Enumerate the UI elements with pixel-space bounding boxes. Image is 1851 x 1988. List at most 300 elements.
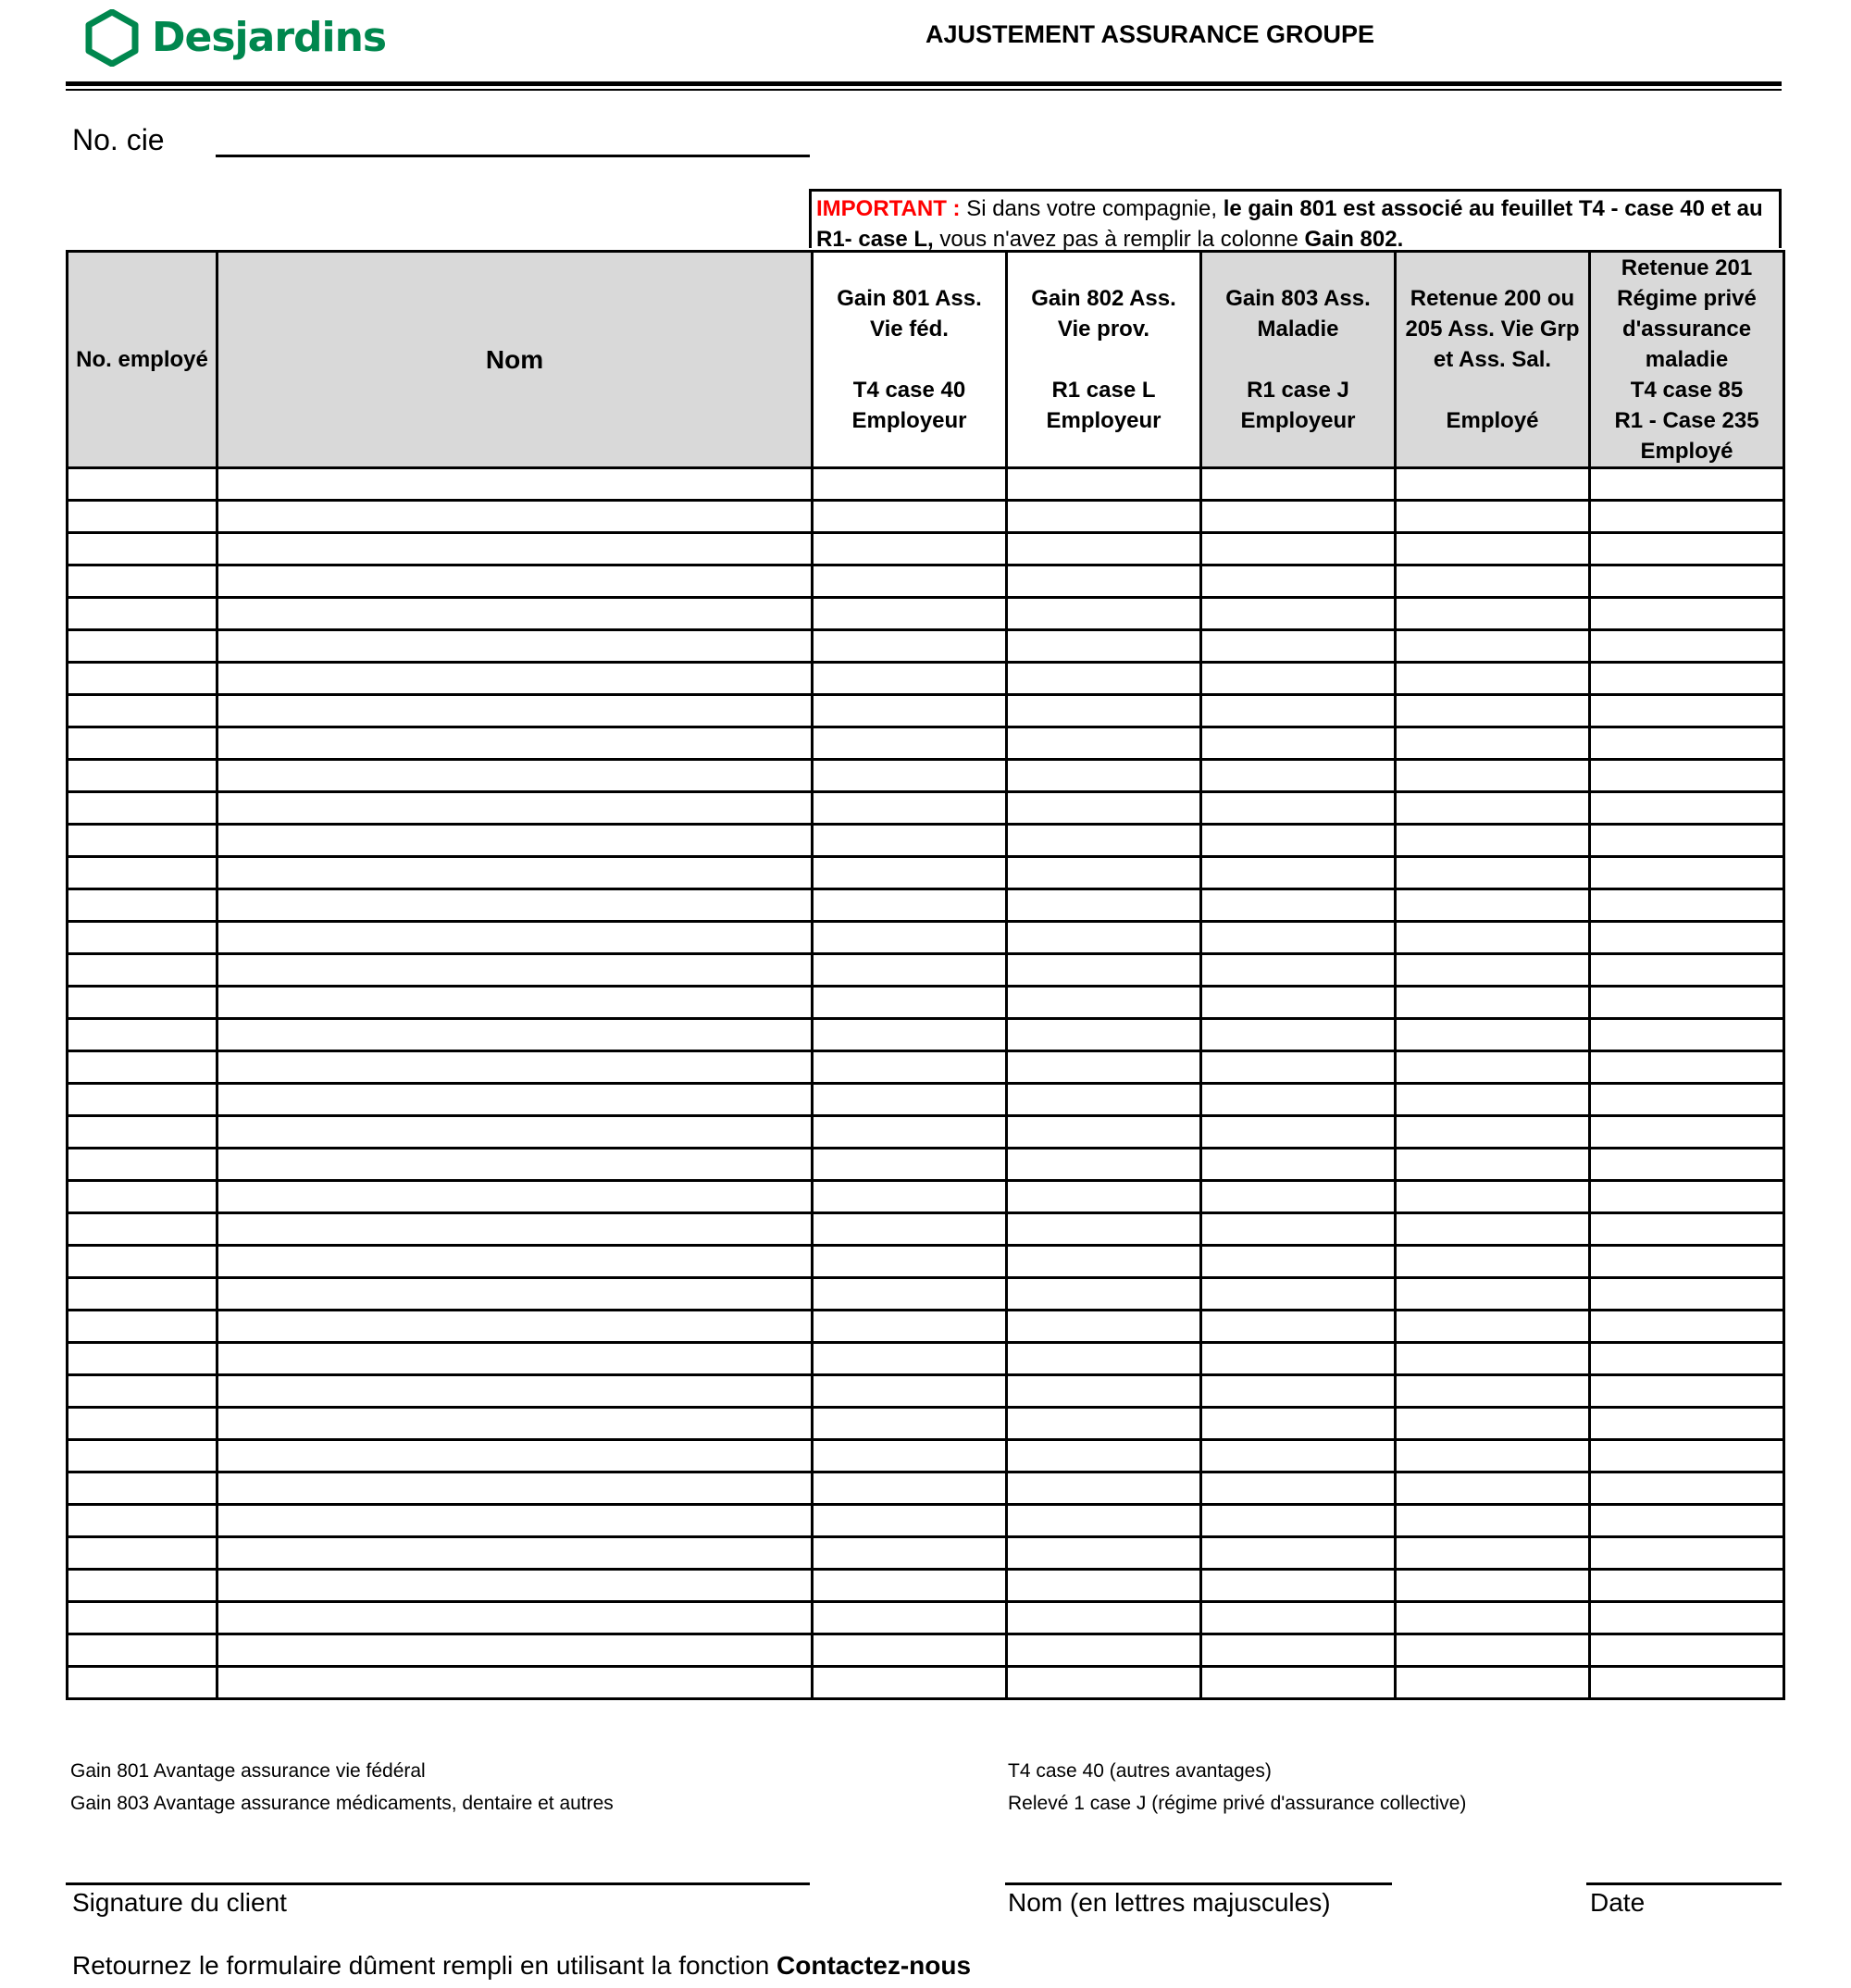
cell-gain-802[interactable] xyxy=(1007,1343,1201,1375)
cell-deduction-200-205[interactable] xyxy=(1396,987,1590,1019)
cell-name[interactable] xyxy=(217,1375,813,1408)
cell-gain-802[interactable] xyxy=(1007,630,1201,663)
cell-gain-803[interactable] xyxy=(1201,1278,1396,1311)
cell-employee-number[interactable] xyxy=(68,1149,217,1181)
cell-deduction-200-205[interactable] xyxy=(1396,760,1590,792)
cell-employee-number[interactable] xyxy=(68,1084,217,1116)
cell-gain-803[interactable] xyxy=(1201,501,1396,533)
cell-deduction-200-205[interactable] xyxy=(1396,501,1590,533)
cell-gain-801[interactable] xyxy=(813,1149,1007,1181)
cell-employee-number[interactable] xyxy=(68,1246,217,1278)
cell-deduction-201[interactable] xyxy=(1590,727,1784,760)
cell-employee-number[interactable] xyxy=(68,468,217,501)
note-gain-803: Gain 803 Avantage assurance médicaments, dentaire et autres xyxy=(70,1793,614,1814)
contact-us-link[interactable]: Contactez-nous xyxy=(776,1951,972,1980)
cell-gain-802[interactable] xyxy=(1007,1505,1201,1537)
cell-deduction-201[interactable] xyxy=(1590,1311,1784,1343)
cell-name[interactable] xyxy=(217,1343,813,1375)
cell-employee-number[interactable] xyxy=(68,1602,217,1634)
cell-deduction-200-205[interactable] xyxy=(1396,1570,1590,1602)
cell-gain-802[interactable] xyxy=(1007,1084,1201,1116)
cell-gain-802[interactable] xyxy=(1007,987,1201,1019)
cell-deduction-200-205[interactable] xyxy=(1396,1634,1590,1667)
cell-employee-number[interactable] xyxy=(68,792,217,825)
cell-gain-802[interactable] xyxy=(1007,1116,1201,1149)
cell-gain-803[interactable] xyxy=(1201,1537,1396,1570)
cell-gain-803[interactable] xyxy=(1201,857,1396,889)
cell-gain-801[interactable] xyxy=(813,1667,1007,1699)
cell-employee-number[interactable] xyxy=(68,1311,217,1343)
cell-gain-801[interactable] xyxy=(813,1537,1007,1570)
cell-employee-number[interactable] xyxy=(68,1375,217,1408)
cell-gain-801[interactable] xyxy=(813,1570,1007,1602)
date-field[interactable] xyxy=(1586,1882,1782,1885)
cell-deduction-200-205[interactable] xyxy=(1396,1051,1590,1084)
cell-gain-801[interactable] xyxy=(813,663,1007,695)
cell-employee-number[interactable] xyxy=(68,1019,217,1051)
cell-deduction-201[interactable] xyxy=(1590,760,1784,792)
cell-deduction-200-205[interactable] xyxy=(1396,1019,1590,1051)
cell-deduction-201[interactable] xyxy=(1590,630,1784,663)
cell-employee-number[interactable] xyxy=(68,1570,217,1602)
cell-deduction-200-205[interactable] xyxy=(1396,1667,1590,1699)
cell-name[interactable] xyxy=(217,1149,813,1181)
cell-name[interactable] xyxy=(217,954,813,987)
cell-gain-802[interactable] xyxy=(1007,533,1201,565)
important-text-2: vous n'avez pas à remplir la colonne xyxy=(933,227,1305,252)
cell-gain-801[interactable] xyxy=(813,1019,1007,1051)
cell-employee-number[interactable] xyxy=(68,630,217,663)
cell-gain-801[interactable] xyxy=(813,1472,1007,1505)
cell-gain-801[interactable] xyxy=(813,1634,1007,1667)
cell-deduction-200-205[interactable] xyxy=(1396,598,1590,630)
cell-gain-803[interactable] xyxy=(1201,727,1396,760)
cell-gain-803[interactable] xyxy=(1201,1375,1396,1408)
cell-deduction-200-205[interactable] xyxy=(1396,1213,1590,1246)
table-row xyxy=(68,533,1784,565)
cell-gain-801[interactable] xyxy=(813,533,1007,565)
cell-gain-802[interactable] xyxy=(1007,954,1201,987)
cell-name[interactable] xyxy=(217,565,813,598)
cell-name[interactable] xyxy=(217,760,813,792)
cell-deduction-201[interactable] xyxy=(1590,1570,1784,1602)
cell-employee-number[interactable] xyxy=(68,760,217,792)
table-row xyxy=(68,1408,1784,1440)
cell-gain-803[interactable] xyxy=(1201,1667,1396,1699)
cell-deduction-201[interactable] xyxy=(1590,565,1784,598)
table-row xyxy=(68,695,1784,727)
table-row xyxy=(68,1019,1784,1051)
cell-gain-801[interactable] xyxy=(813,598,1007,630)
cell-gain-802[interactable] xyxy=(1007,1537,1201,1570)
client-signature-label: Signature du client xyxy=(72,1888,287,1917)
cell-deduction-201[interactable] xyxy=(1590,1149,1784,1181)
cell-deduction-201[interactable] xyxy=(1590,1116,1784,1149)
cell-gain-803[interactable] xyxy=(1201,695,1396,727)
cell-deduction-200-205[interactable] xyxy=(1396,1440,1590,1472)
cell-gain-801[interactable] xyxy=(813,1408,1007,1440)
cell-deduction-200-205[interactable] xyxy=(1396,1116,1590,1149)
cell-deduction-201[interactable] xyxy=(1590,1084,1784,1116)
cell-gain-801[interactable] xyxy=(813,1084,1007,1116)
table-row xyxy=(68,1343,1784,1375)
cell-gain-801[interactable] xyxy=(813,1246,1007,1278)
cell-deduction-201[interactable] xyxy=(1590,1634,1784,1667)
cell-gain-803[interactable] xyxy=(1201,954,1396,987)
cell-deduction-200-205[interactable] xyxy=(1396,1537,1590,1570)
cell-gain-803[interactable] xyxy=(1201,663,1396,695)
cell-deduction-200-205[interactable] xyxy=(1396,1311,1590,1343)
company-number-field[interactable] xyxy=(216,155,810,157)
cell-gain-801[interactable] xyxy=(813,760,1007,792)
cell-deduction-201[interactable] xyxy=(1590,663,1784,695)
cell-name[interactable] xyxy=(217,727,813,760)
table-row xyxy=(68,1051,1784,1084)
cell-gain-801[interactable] xyxy=(813,1116,1007,1149)
cell-name[interactable] xyxy=(217,1084,813,1116)
cell-deduction-200-205[interactable] xyxy=(1396,1246,1590,1278)
cell-gain-803[interactable] xyxy=(1201,630,1396,663)
cell-name[interactable] xyxy=(217,1213,813,1246)
cell-gain-803[interactable] xyxy=(1201,792,1396,825)
cell-gain-801[interactable] xyxy=(813,1375,1007,1408)
cell-name[interactable] xyxy=(217,825,813,857)
cell-gain-803[interactable] xyxy=(1201,1246,1396,1278)
cell-gain-801[interactable] xyxy=(813,501,1007,533)
table-row xyxy=(68,1667,1784,1699)
cell-deduction-201[interactable] xyxy=(1590,1408,1784,1440)
cell-name[interactable] xyxy=(217,987,813,1019)
cell-deduction-200-205[interactable] xyxy=(1396,630,1590,663)
cell-employee-number[interactable] xyxy=(68,1116,217,1149)
cell-employee-number[interactable] xyxy=(68,1667,217,1699)
cell-gain-803[interactable] xyxy=(1201,1213,1396,1246)
cell-gain-801[interactable] xyxy=(813,1602,1007,1634)
cell-gain-802[interactable] xyxy=(1007,1408,1201,1440)
cell-deduction-201[interactable] xyxy=(1590,922,1784,954)
cell-gain-803[interactable] xyxy=(1201,1149,1396,1181)
col-header-line: Vie féd. xyxy=(870,317,949,342)
col-header-line xyxy=(1397,375,1588,405)
cell-deduction-201[interactable] xyxy=(1590,1375,1784,1408)
cell-gain-803[interactable] xyxy=(1201,1084,1396,1116)
cell-gain-803[interactable] xyxy=(1201,1343,1396,1375)
cell-deduction-201[interactable] xyxy=(1590,1246,1784,1278)
cell-deduction-201[interactable] xyxy=(1590,695,1784,727)
cell-name[interactable] xyxy=(217,1634,813,1667)
cell-gain-802[interactable] xyxy=(1007,1570,1201,1602)
table-row xyxy=(68,1213,1784,1246)
cell-employee-number[interactable] xyxy=(68,663,217,695)
cell-employee-number[interactable] xyxy=(68,889,217,922)
cell-name[interactable] xyxy=(217,1278,813,1311)
cell-name[interactable] xyxy=(217,1311,813,1343)
cell-employee-number[interactable] xyxy=(68,501,217,533)
cell-gain-801[interactable] xyxy=(813,987,1007,1019)
cell-employee-number[interactable] xyxy=(68,1472,217,1505)
col-header-line: 205 Ass. Vie Grp xyxy=(1405,317,1580,342)
cell-gain-803[interactable] xyxy=(1201,922,1396,954)
cell-gain-803[interactable] xyxy=(1201,468,1396,501)
company-number-label: No. cie xyxy=(72,123,165,156)
cell-gain-803[interactable] xyxy=(1201,1311,1396,1343)
cell-deduction-200-205[interactable] xyxy=(1396,922,1590,954)
cell-gain-801[interactable] xyxy=(813,922,1007,954)
table-row xyxy=(68,1634,1784,1667)
cell-gain-803[interactable] xyxy=(1201,1019,1396,1051)
cell-deduction-200-205[interactable] xyxy=(1396,1375,1590,1408)
cell-gain-802[interactable] xyxy=(1007,1181,1201,1213)
cell-name[interactable] xyxy=(217,1537,813,1570)
cell-deduction-201[interactable] xyxy=(1590,501,1784,533)
cell-deduction-201[interactable] xyxy=(1590,1278,1784,1311)
cell-employee-number[interactable] xyxy=(68,598,217,630)
cell-gain-803[interactable] xyxy=(1201,1634,1396,1667)
cell-gain-803[interactable] xyxy=(1201,533,1396,565)
cell-gain-802[interactable] xyxy=(1007,727,1201,760)
cell-gain-802[interactable] xyxy=(1007,792,1201,825)
cell-gain-803[interactable] xyxy=(1201,1051,1396,1084)
cell-employee-number[interactable] xyxy=(68,727,217,760)
cell-gain-802[interactable] xyxy=(1007,1634,1201,1667)
cell-employee-number[interactable] xyxy=(68,1343,217,1375)
cell-employee-number[interactable] xyxy=(68,857,217,889)
table-row xyxy=(68,1149,1784,1181)
cell-gain-803[interactable] xyxy=(1201,1408,1396,1440)
cell-deduction-200-205[interactable] xyxy=(1396,825,1590,857)
cell-gain-802[interactable] xyxy=(1007,1149,1201,1181)
cell-gain-802[interactable] xyxy=(1007,857,1201,889)
cell-name[interactable] xyxy=(217,1181,813,1213)
cell-gain-801[interactable] xyxy=(813,468,1007,501)
cell-gain-802[interactable] xyxy=(1007,1051,1201,1084)
cell-deduction-200-205[interactable] xyxy=(1396,1278,1590,1311)
cell-employee-number[interactable] xyxy=(68,1181,217,1213)
cell-gain-801[interactable] xyxy=(813,792,1007,825)
cell-employee-number[interactable] xyxy=(68,987,217,1019)
cell-name[interactable] xyxy=(217,1440,813,1472)
cell-deduction-201[interactable] xyxy=(1590,1019,1784,1051)
cell-employee-number[interactable] xyxy=(68,695,217,727)
col-header-line: Gain 802 Ass. xyxy=(1031,286,1176,311)
cell-gain-801[interactable] xyxy=(813,1051,1007,1084)
cell-deduction-200-205[interactable] xyxy=(1396,1181,1590,1213)
cell-name[interactable] xyxy=(217,468,813,501)
cell-deduction-201[interactable] xyxy=(1590,1213,1784,1246)
cell-gain-803[interactable] xyxy=(1201,1440,1396,1472)
cell-deduction-201[interactable] xyxy=(1590,889,1784,922)
cell-deduction-201[interactable] xyxy=(1590,987,1784,1019)
cell-deduction-201[interactable] xyxy=(1590,1051,1784,1084)
cell-gain-801[interactable] xyxy=(813,1440,1007,1472)
cell-gain-801[interactable] xyxy=(813,1278,1007,1311)
table-row xyxy=(68,1472,1784,1505)
table-row xyxy=(68,1116,1784,1149)
cell-gain-801[interactable] xyxy=(813,630,1007,663)
cell-deduction-200-205[interactable] xyxy=(1396,1084,1590,1116)
table-row xyxy=(68,1278,1784,1311)
cell-gain-802[interactable] xyxy=(1007,1375,1201,1408)
cell-gain-802[interactable] xyxy=(1007,1440,1201,1472)
cell-name[interactable] xyxy=(217,598,813,630)
cell-name[interactable] xyxy=(217,792,813,825)
cell-deduction-201[interactable] xyxy=(1590,1440,1784,1472)
cell-gain-803[interactable] xyxy=(1201,1181,1396,1213)
cell-deduction-200-205[interactable] xyxy=(1396,533,1590,565)
cell-deduction-200-205[interactable] xyxy=(1396,1149,1590,1181)
cell-gain-801[interactable] xyxy=(813,695,1007,727)
cell-gain-803[interactable] xyxy=(1201,1472,1396,1505)
cell-name[interactable] xyxy=(217,695,813,727)
cell-name[interactable] xyxy=(217,630,813,663)
cell-gain-802[interactable] xyxy=(1007,501,1201,533)
cell-name[interactable] xyxy=(217,1408,813,1440)
table-row xyxy=(68,792,1784,825)
cell-gain-801[interactable] xyxy=(813,1505,1007,1537)
cell-deduction-200-205[interactable] xyxy=(1396,565,1590,598)
cell-gain-802[interactable] xyxy=(1007,1278,1201,1311)
cell-gain-801[interactable] xyxy=(813,954,1007,987)
cell-deduction-200-205[interactable] xyxy=(1396,792,1590,825)
cell-gain-803[interactable] xyxy=(1201,598,1396,630)
cell-employee-number[interactable] xyxy=(68,1634,217,1667)
cell-gain-801[interactable] xyxy=(813,1181,1007,1213)
cell-deduction-201[interactable] xyxy=(1590,857,1784,889)
cell-deduction-200-205[interactable] xyxy=(1396,954,1590,987)
cell-employee-number[interactable] xyxy=(68,1408,217,1440)
cell-deduction-201[interactable] xyxy=(1590,1472,1784,1505)
cell-gain-803[interactable] xyxy=(1201,825,1396,857)
cell-name[interactable] xyxy=(217,1051,813,1084)
cell-gain-802[interactable] xyxy=(1007,1019,1201,1051)
cell-name[interactable] xyxy=(217,501,813,533)
cell-deduction-200-205[interactable] xyxy=(1396,857,1590,889)
cell-name[interactable] xyxy=(217,1116,813,1149)
cell-deduction-201[interactable] xyxy=(1590,792,1784,825)
cell-name[interactable] xyxy=(217,1602,813,1634)
cell-gain-801[interactable] xyxy=(813,1311,1007,1343)
cell-gain-803[interactable] xyxy=(1201,565,1396,598)
cell-gain-801[interactable] xyxy=(813,857,1007,889)
cell-deduction-200-205[interactable] xyxy=(1396,1602,1590,1634)
cell-employee-number[interactable] xyxy=(68,1440,217,1472)
cell-deduction-201[interactable] xyxy=(1590,598,1784,630)
cell-gain-802[interactable] xyxy=(1007,1213,1201,1246)
cell-gain-803[interactable] xyxy=(1201,1116,1396,1149)
cell-deduction-201[interactable] xyxy=(1590,533,1784,565)
cell-gain-803[interactable] xyxy=(1201,1570,1396,1602)
cell-name[interactable] xyxy=(217,1667,813,1699)
cell-gain-802[interactable] xyxy=(1007,889,1201,922)
cell-deduction-200-205[interactable] xyxy=(1396,468,1590,501)
cell-gain-803[interactable] xyxy=(1201,1602,1396,1634)
cell-gain-802[interactable] xyxy=(1007,663,1201,695)
name-uppercase-field[interactable] xyxy=(1005,1882,1392,1885)
cell-deduction-200-205[interactable] xyxy=(1396,695,1590,727)
cell-name[interactable] xyxy=(217,663,813,695)
cell-gain-801[interactable] xyxy=(813,565,1007,598)
cell-employee-number[interactable] xyxy=(68,1278,217,1311)
cell-name[interactable] xyxy=(217,1505,813,1537)
cell-employee-number[interactable] xyxy=(68,1213,217,1246)
cell-employee-number[interactable] xyxy=(68,1051,217,1084)
cell-name[interactable] xyxy=(217,1246,813,1278)
col-header-line: et Ass. Sal. xyxy=(1433,347,1552,372)
col-header-gain-801 xyxy=(813,252,1007,468)
cell-gain-802[interactable] xyxy=(1007,1602,1201,1634)
cell-gain-801[interactable] xyxy=(813,1343,1007,1375)
cell-employee-number[interactable] xyxy=(68,1505,217,1537)
cell-gain-803[interactable] xyxy=(1201,760,1396,792)
cell-name[interactable] xyxy=(217,922,813,954)
cell-deduction-201[interactable] xyxy=(1590,1343,1784,1375)
cell-employee-number[interactable] xyxy=(68,533,217,565)
cell-gain-802[interactable] xyxy=(1007,1667,1201,1699)
cell-deduction-201[interactable] xyxy=(1590,1181,1784,1213)
cell-deduction-200-205[interactable] xyxy=(1396,1343,1590,1375)
cell-name[interactable] xyxy=(217,533,813,565)
important-note xyxy=(809,189,1782,252)
cell-deduction-200-205[interactable] xyxy=(1396,1505,1590,1537)
client-signature-field[interactable] xyxy=(66,1882,810,1885)
cell-name[interactable] xyxy=(217,1570,813,1602)
cell-gain-802[interactable] xyxy=(1007,695,1201,727)
cell-deduction-201[interactable] xyxy=(1590,1505,1784,1537)
cell-gain-802[interactable] xyxy=(1007,1246,1201,1278)
cell-deduction-201[interactable] xyxy=(1590,825,1784,857)
cell-name[interactable] xyxy=(217,857,813,889)
cell-employee-number[interactable] xyxy=(68,825,217,857)
cell-deduction-201[interactable] xyxy=(1590,468,1784,501)
return-text: Retournez le formulaire dûment rempli en utilisant la fonction xyxy=(72,1951,777,1980)
cell-gain-802[interactable] xyxy=(1007,922,1201,954)
cell-deduction-200-205[interactable] xyxy=(1396,1472,1590,1505)
cell-employee-number[interactable] xyxy=(68,565,217,598)
cell-employee-number[interactable] xyxy=(68,954,217,987)
cell-name[interactable] xyxy=(217,889,813,922)
cell-gain-803[interactable] xyxy=(1201,889,1396,922)
cell-gain-802[interactable] xyxy=(1007,565,1201,598)
cell-gain-802[interactable] xyxy=(1007,760,1201,792)
cell-gain-801[interactable] xyxy=(813,825,1007,857)
table-row xyxy=(68,857,1784,889)
cell-deduction-200-205[interactable] xyxy=(1396,1408,1590,1440)
cell-gain-802[interactable] xyxy=(1007,1472,1201,1505)
cell-deduction-201[interactable] xyxy=(1590,1667,1784,1699)
cell-gain-802[interactable] xyxy=(1007,598,1201,630)
cell-deduction-200-205[interactable] xyxy=(1396,889,1590,922)
cell-name[interactable] xyxy=(217,1019,813,1051)
cell-deduction-200-205[interactable] xyxy=(1396,663,1590,695)
cell-gain-802[interactable] xyxy=(1007,1311,1201,1343)
table-row xyxy=(68,1440,1784,1472)
cell-gain-801[interactable] xyxy=(813,727,1007,760)
cell-gain-802[interactable] xyxy=(1007,825,1201,857)
cell-employee-number[interactable] xyxy=(68,1537,217,1570)
cell-deduction-201[interactable] xyxy=(1590,1602,1784,1634)
cell-deduction-200-205[interactable] xyxy=(1396,727,1590,760)
cell-gain-802[interactable] xyxy=(1007,468,1201,501)
cell-employee-number[interactable] xyxy=(68,922,217,954)
col-header-employee-number xyxy=(68,252,217,468)
cell-deduction-201[interactable] xyxy=(1590,1537,1784,1570)
cell-gain-801[interactable] xyxy=(813,1213,1007,1246)
cell-deduction-201[interactable] xyxy=(1590,954,1784,987)
cell-gain-801[interactable] xyxy=(813,889,1007,922)
cell-gain-803[interactable] xyxy=(1201,1505,1396,1537)
cell-name[interactable] xyxy=(217,1472,813,1505)
cell-gain-803[interactable] xyxy=(1201,987,1396,1019)
